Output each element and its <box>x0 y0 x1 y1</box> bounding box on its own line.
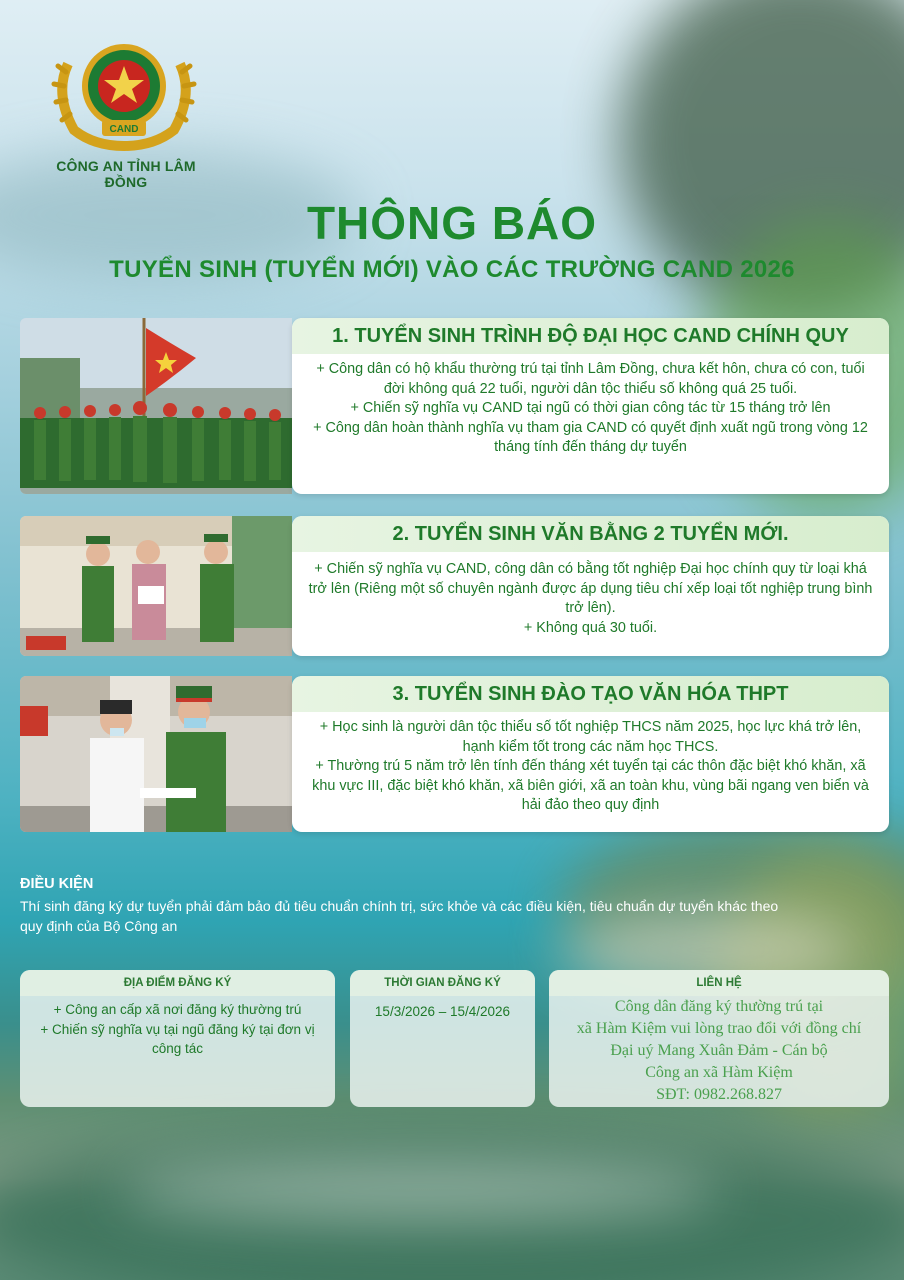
box-body <box>28 1000 327 1059</box>
section-card-high-school <box>292 676 889 832</box>
box-heading: THỜI GIAN ĐĂNG KÝ <box>350 970 535 996</box>
location-line: + Chiến sỹ nghĩa vụ tại ngũ đăng ký tại đơn vị công tác <box>40 1021 315 1056</box>
requirement-line: + Công dân có hộ khẩu thường trú tại tỉnh Lâm Đồng, chưa kết hôn, chưa có con, tuổi đời không quá 22 tuổi, người dân tộc thiểu số không quá 25 tuổi. <box>316 361 865 397</box>
section-heading: 1. TUYỂN SINH TRÌNH ĐỘ ĐẠI HỌC CAND CHÍNH QUY <box>292 318 889 354</box>
section-heading: 2. TUYỂN SINH VĂN BẰNG 2 TUYỂN MỚI. <box>292 516 889 552</box>
conditions-title: ĐIỀU KIỆN <box>20 876 94 892</box>
box-heading: LIÊN HỆ <box>549 970 889 996</box>
requirement-line: + Thường trú 5 năm trở lên tính đến tháng xét tuyển tại các thôn đặc biệt khó khăn, xã khu vực III, đặc biệt khó khăn, xã biên giới, xã an toàn khu, vùng bãi ngang ven biển và hải đảo theo quy định <box>312 758 869 814</box>
section-body <box>306 718 875 816</box>
contact-line: xã Hàm Kiệm vui lòng trao đổi với đồng chí <box>576 1020 862 1037</box>
location-line: + Công an cấp xã nơi đăng ký thường trú <box>53 1002 302 1017</box>
section-body <box>306 560 875 638</box>
police-emblem-logo <box>48 34 200 154</box>
contact-line: Đại uý Mang Xuân Đảm - Cán bộ <box>610 1042 828 1059</box>
org-name: CÔNG AN TỈNH LÂM ĐỒNG <box>56 158 196 190</box>
emblem-text: CAND <box>109 124 139 135</box>
section-card-university <box>292 318 889 494</box>
officer-checking-student-photo <box>20 676 292 832</box>
section-body <box>306 360 875 458</box>
section-card-second-degree <box>292 516 889 656</box>
requirement-line: + Không quá 30 tuổi. <box>523 619 658 636</box>
section-heading: 3. TUYỂN SINH ĐÀO TẠO VĂN HÓA THPT <box>292 676 889 712</box>
page-subtitle: TUYỂN SINH (TUYỂN MỚI) VÀO CÁC TRƯỜNG CAND 2026 <box>109 256 795 283</box>
marching-soldiers-photo <box>20 318 292 494</box>
requirement-line: + Học sinh là người dân tộc thiểu số tốt nghiệp THCS năm 2025, học lực khá trở lên, hạnh kiểm tốt trong các năm học THCS. <box>319 719 862 755</box>
registration-period: 15/3/2026 – 15/4/2026 <box>374 1004 511 1019</box>
conditions-text: Thí sinh đăng ký dự tuyển phải đảm bảo đủ tiêu chuẩn chính trị, sức khỏe và các điều kiện, tiêu chuẩn dự tuyển khác theo quy định của Bộ Công an <box>20 898 779 934</box>
box-heading: ĐỊA ĐIỂM ĐĂNG KÝ <box>20 970 335 996</box>
requirement-line: + Chiến sỹ nghĩa vụ CAND tại ngũ có thời gian công tác từ 15 tháng trở lên <box>350 400 831 417</box>
contact-phone: SĐT: 0982.268.827 <box>656 1086 782 1103</box>
page-title: THÔNG BÁO <box>306 197 598 249</box>
requirement-line: + Công dân hoàn thành nghĩa vụ tham gia CAND có quyết định xuất ngũ trong vòng 12 tháng tính đến tháng dự tuyển <box>313 419 868 456</box>
registration-location-box <box>20 970 335 1107</box>
officers-with-student-photo <box>20 516 292 656</box>
contact-body <box>551 996 887 1106</box>
requirement-line: + Chiến sỹ nghĩa vụ CAND, công dân có bằng tốt nghiệp Đại học chính quy từ loại khá trở lên (Riêng một số chuyên ngành được áp dụng tiêu chí xếp loại tốt nghiệp trung bình trở lên). <box>308 561 873 617</box>
registration-time-box <box>350 970 535 1107</box>
contact-line: Công an xã Hàm Kiệm <box>645 1064 793 1081</box>
contact-line: Công dân đăng ký thường trú tại <box>614 998 824 1015</box>
contact-box <box>549 970 889 1107</box>
